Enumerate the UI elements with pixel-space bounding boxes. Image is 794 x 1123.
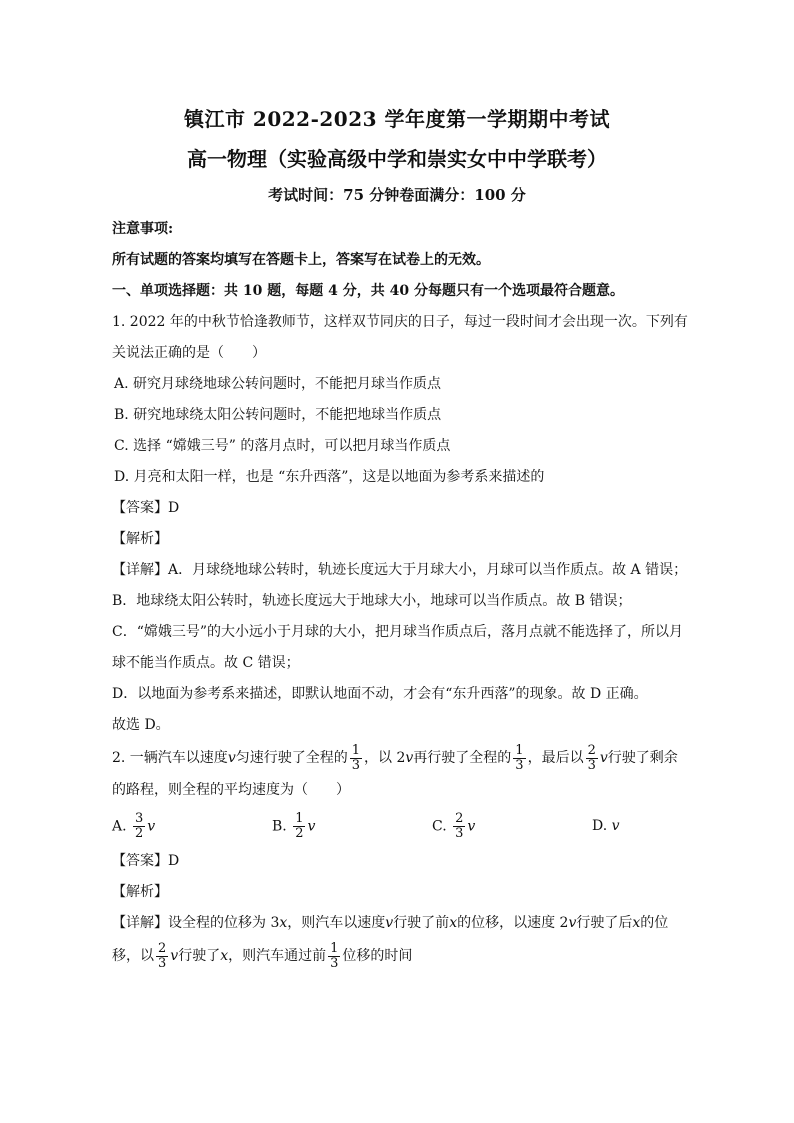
q2-analysis-label: 【解析】 xyxy=(112,884,168,900)
q1-option-d: D. 月亮和太阳一样，也是 “东升西落”，这是以地面为参考系来描述的 xyxy=(114,469,545,485)
q2-option-d: D. v xyxy=(592,818,620,834)
q1-detail-line: 【详解】A．月球绕地球公转时，轨迹长度远大于月球大小，月球可以当作质点。故 A 错误； xyxy=(112,562,688,578)
q2-option-a: A. $\frac{3}{2}$ v xyxy=(112,810,156,841)
q2-detail-line1: 【详解】设全程的位移为 3x，则汽车以速度v行驶了前x的位移，以速度 2v行驶了后x的位 xyxy=(112,915,669,931)
q2-answer: 【答案】D xyxy=(112,853,180,869)
section-heading: 一、单项选择题：共 10 题，每题 4 分，共 40 分每题只有一个选项最符合题意。 xyxy=(112,283,624,299)
q2-option-b: B. $\frac{1}{2}$ v xyxy=(272,810,316,841)
q1-stem-line2: 关说法正确的是（ ） xyxy=(112,345,266,361)
q1-option-a: A. 研究月球绕地球公转问题时，不能把月球当作质点 xyxy=(114,376,442,392)
q2-option-c: C. $\frac{2}{3}$ v xyxy=(432,810,476,841)
q1-stem-line1: 1. 2022 年的中秋节恰逢教师节，这样双节同庆的日子，每过一段时间才会出现一次。下列有 xyxy=(112,314,688,330)
q1-option-b: B. 研究地球绕太阳公转问题时，不能把地球当作质点 xyxy=(114,407,442,423)
fraction: $\frac{1}{3}$ xyxy=(515,742,524,773)
q1-answer: 【答案】D xyxy=(112,500,180,516)
q1-analysis-label: 【解析】 xyxy=(112,531,168,547)
q1-detail-line: D．以地面为参考系来描述，即默认地面不动，才会有“东升西落”的现象。故 D 正确。 xyxy=(112,686,648,702)
q1-option-c: C. 选择 “嫦娥三号” 的落月点时，可以把月球当作质点 xyxy=(114,438,451,454)
notice-text: 所有试题的答案均填写在答题卡上，答案写在试卷上的无效。 xyxy=(112,252,490,268)
q1-detail-line: 球不能当作质点。故 C 错误； xyxy=(112,655,300,671)
q1-detail-line: B．地球绕太阳公转时，轨迹长度远大于地球大小，地球可以当作质点。故 B 错误； xyxy=(112,593,632,609)
q1-detail-line: 故选 D。 xyxy=(112,717,170,733)
exam-subtitle: 高一物理（实验高级中学和崇实女中中学联考） xyxy=(187,147,607,171)
notice-heading: 注意事项: xyxy=(112,221,174,237)
q1-detail-line: C．“嫦娥三号”的大小远小于月球的大小，把月球当作质点后，落月点就不能选择了，所以月 xyxy=(112,624,684,640)
q2-options xyxy=(112,806,688,846)
exam-body xyxy=(112,214,688,973)
fraction: $\frac{1}{3}$ xyxy=(351,742,361,773)
exam-title: 镇江市 2022-2023 学年度第一学期期中考试 xyxy=(183,107,611,131)
q2-stem-line2: 的路程，则全程的平均速度为（ ） xyxy=(112,782,350,798)
fraction: $\frac{2}{3}$ xyxy=(587,742,596,773)
q2-stem-line1: 2. 一辆汽车以速度v匀速行驶了全程的 $\frac{1}{3}$ ，以 2v再行驶了全程的 $\frac{1}{3}$ ，最后以 $\frac{2}{3}$ v行驶了剩余 xyxy=(112,742,678,773)
exam-time-info: 考试时间：75 分钟卷面满分：100 分 xyxy=(268,186,526,204)
q2-detail-line2: 移，以 $\frac{2}{3}$ v行驶了x，则汽车通过前 $\frac{1}{3}$ 位移的时间 xyxy=(112,940,413,971)
